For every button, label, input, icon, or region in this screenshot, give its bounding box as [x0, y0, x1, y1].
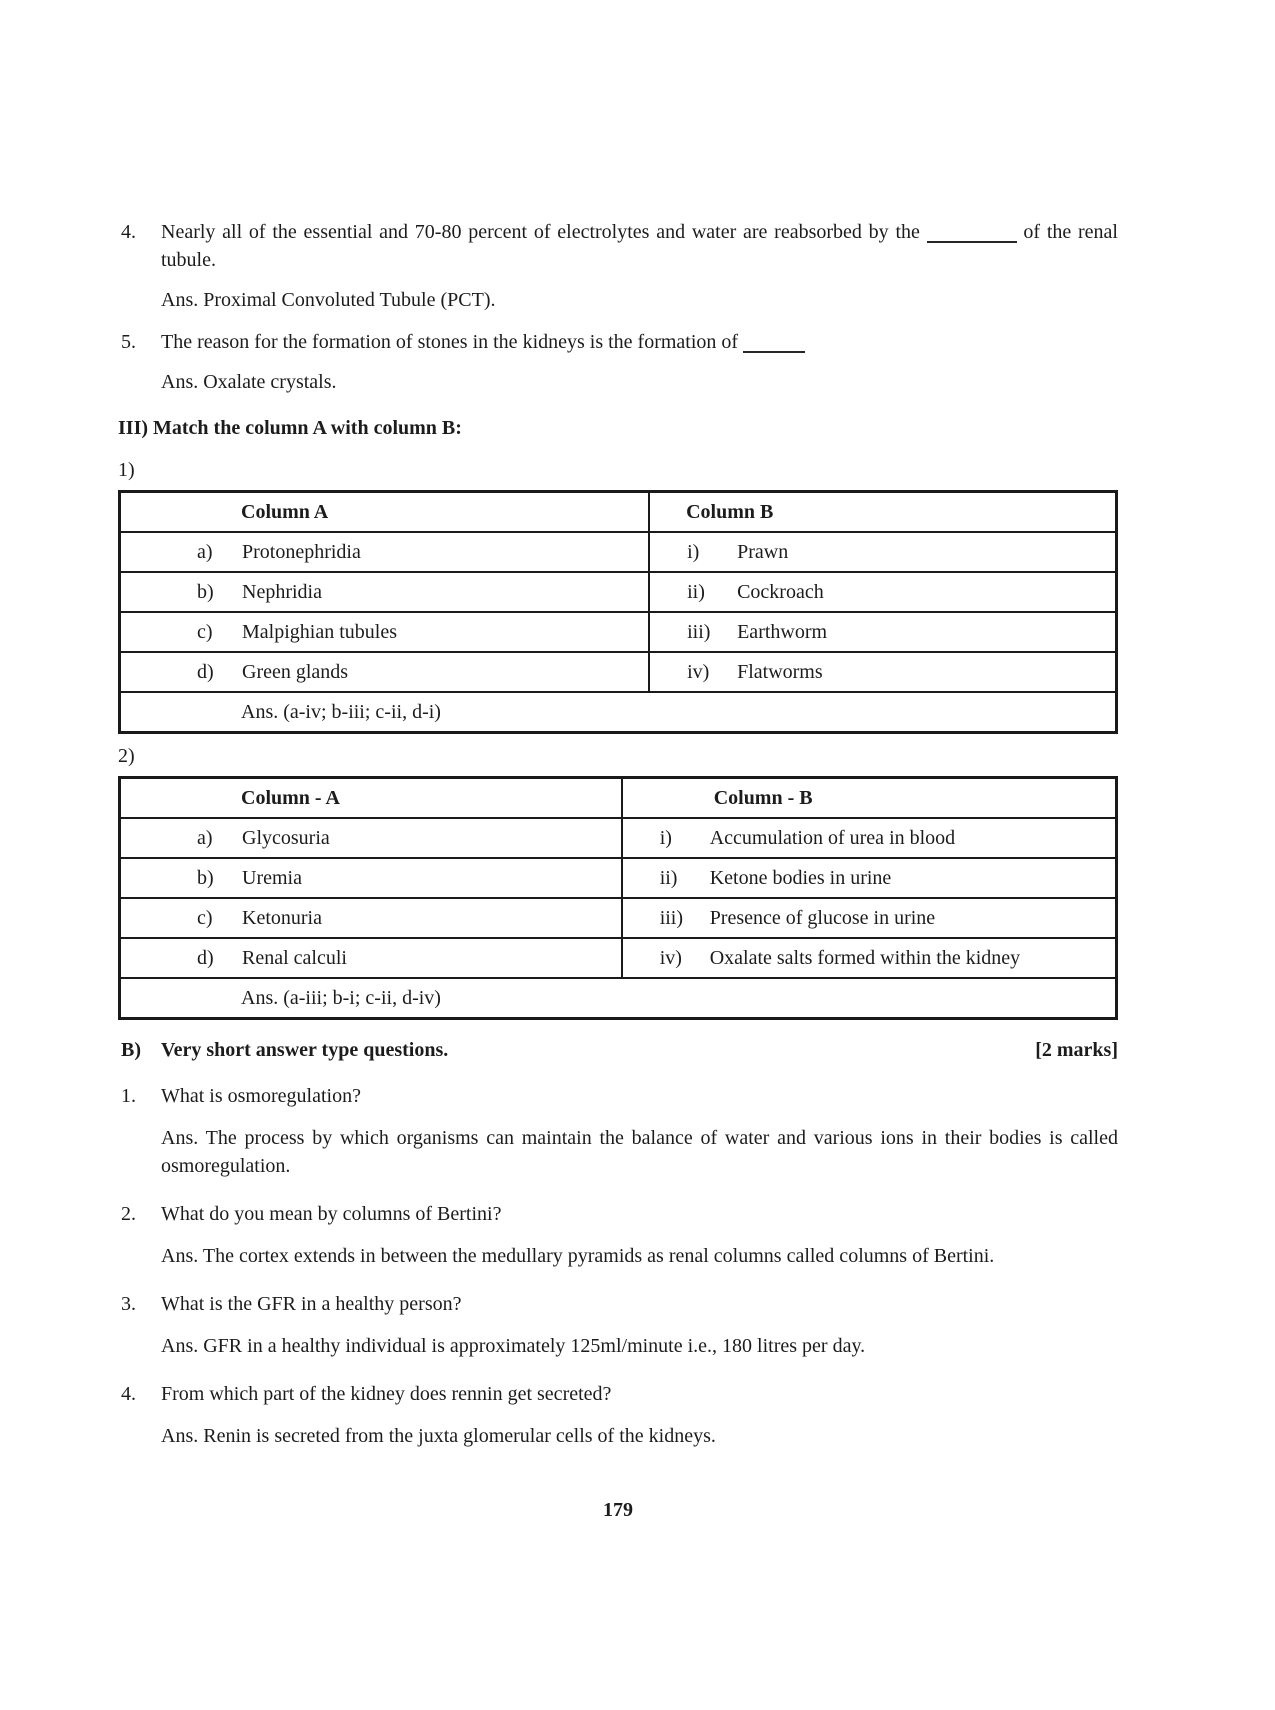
section-title: Very short answer type questions. [161, 1039, 449, 1061]
question-text: What is the GFR in a healthy person? [161, 1293, 462, 1315]
item-text: Green glands [242, 661, 349, 683]
table-header-row [120, 492, 1117, 533]
table-2-label: 2) [118, 745, 135, 767]
short-question-3 [118, 1290, 1118, 1318]
item-numeral: ii) [687, 581, 705, 603]
question-number: 5. [121, 331, 136, 353]
table-row [120, 858, 1117, 898]
section-b-heading-row [118, 1036, 1118, 1064]
question-number: 4. [121, 1383, 136, 1405]
fill-in-question-4 [118, 218, 1118, 274]
answer-blank-line [927, 241, 1017, 243]
item-letter: b) [197, 867, 214, 889]
item-text: Glycosuria [242, 827, 330, 849]
item-numeral: iii) [687, 621, 711, 643]
question-number: 1. [121, 1085, 136, 1107]
question-text-before-blank: Nearly all of the essential and 70-80 percent of electrolytes and water are reabsorbed by the [161, 221, 920, 243]
answer-line-q4: Ans. Proximal Convoluted Tubule (PCT). [161, 289, 496, 311]
table-row [120, 612, 1117, 652]
item-numeral: iv) [659, 947, 682, 969]
item-text: Protonephridia [242, 541, 361, 563]
table-1-label: 1) [118, 459, 135, 481]
item-text: Prawn [737, 541, 789, 563]
short-answer-1: Ans. The process by which organisms can maintain the balance of water and various ions in their bodies is called osmoregulation. [161, 1127, 1118, 1177]
match-answer: Ans. (a-iii; b-i; c-ii, d-iv) [120, 978, 1117, 1019]
item-letter: a) [197, 827, 213, 849]
item-text: Cockroach [737, 581, 824, 603]
item-text: Ketonuria [242, 907, 322, 929]
item-letter: c) [197, 907, 213, 929]
item-text: Uremia [242, 867, 302, 889]
answer-line-q5: Ans. Oxalate crystals. [161, 371, 337, 393]
short-answer-3: Ans. GFR in a healthy individual is approximately 125ml/minute i.e., 180 litres per day. [161, 1335, 866, 1357]
question-number: 3. [121, 1293, 136, 1315]
item-text: Earthworm [737, 621, 828, 643]
question-text: What do you mean by columns of Bertini? [161, 1203, 502, 1225]
item-text: Accumulation of urea in blood [709, 827, 956, 849]
section-label: B) [121, 1039, 141, 1061]
column-b-header: Column B [649, 492, 1116, 533]
item-letter: b) [197, 581, 214, 603]
column-a-header: Column A [120, 492, 650, 533]
match-answer: Ans. (a-iv; b-iii; c-ii, d-i) [120, 692, 1117, 733]
short-question-4 [118, 1380, 1118, 1408]
question-text-after-blank: of the renal tubule. [161, 221, 1118, 271]
match-table-1 [118, 490, 1118, 734]
item-text: Nephridia [242, 581, 322, 603]
question-text: From which part of the kidney does rennin get secreted? [161, 1383, 612, 1405]
table-row [120, 532, 1117, 572]
question-text [161, 328, 1118, 356]
table-row [120, 898, 1117, 938]
item-text: Renal calculi [242, 947, 347, 969]
column-b-header: Column - B [622, 778, 1117, 819]
page-number: 179 [603, 1499, 633, 1521]
table-row [120, 652, 1117, 692]
short-answer-2: Ans. The cortex extends in between the medullary pyramids as renal columns called columns of Bertini. [161, 1245, 995, 1267]
item-numeral: i) [659, 827, 672, 849]
short-question-2 [118, 1200, 1118, 1228]
question-text [161, 218, 1118, 274]
short-question-1 [118, 1082, 1118, 1110]
short-answer-4: Ans. Renin is secreted from the juxta glomerular cells of the kidneys. [161, 1425, 716, 1447]
item-letter: d) [197, 661, 214, 683]
marks-badge: [2 marks] [1035, 1039, 1118, 1061]
table-answer-row [120, 978, 1117, 1019]
table-header-row [120, 778, 1117, 819]
item-numeral: ii) [659, 867, 678, 889]
match-table-2 [118, 776, 1118, 1020]
table-row [120, 938, 1117, 978]
question-text-before-blank: The reason for the formation of stones in the kidneys is the formation of [161, 331, 739, 353]
item-numeral: i) [687, 541, 700, 563]
question-number: 2. [121, 1203, 136, 1225]
item-letter: c) [197, 621, 213, 643]
match-section-heading: III) Match the column A with column B: [118, 417, 462, 439]
fill-in-question-5 [118, 328, 1118, 356]
answer-blank-line [743, 351, 805, 353]
table-answer-row [120, 692, 1117, 733]
item-letter: a) [197, 541, 213, 563]
item-text: Ketone bodies in urine [709, 867, 892, 889]
item-numeral: iv) [687, 661, 710, 683]
item-text: Oxalate salts formed within the kidney [709, 947, 1021, 969]
item-text: Flatworms [737, 661, 823, 683]
table-row [120, 818, 1117, 858]
question-text: What is osmoregulation? [161, 1085, 361, 1107]
column-a-header: Column - A [120, 778, 622, 819]
item-letter: d) [197, 947, 214, 969]
item-text: Presence of glucose in urine [709, 907, 936, 929]
item-numeral: iii) [659, 907, 684, 929]
page-content [118, 218, 1118, 1524]
question-number: 4. [121, 221, 136, 243]
item-text: Malpighian tubules [242, 621, 397, 643]
table-row [120, 572, 1117, 612]
